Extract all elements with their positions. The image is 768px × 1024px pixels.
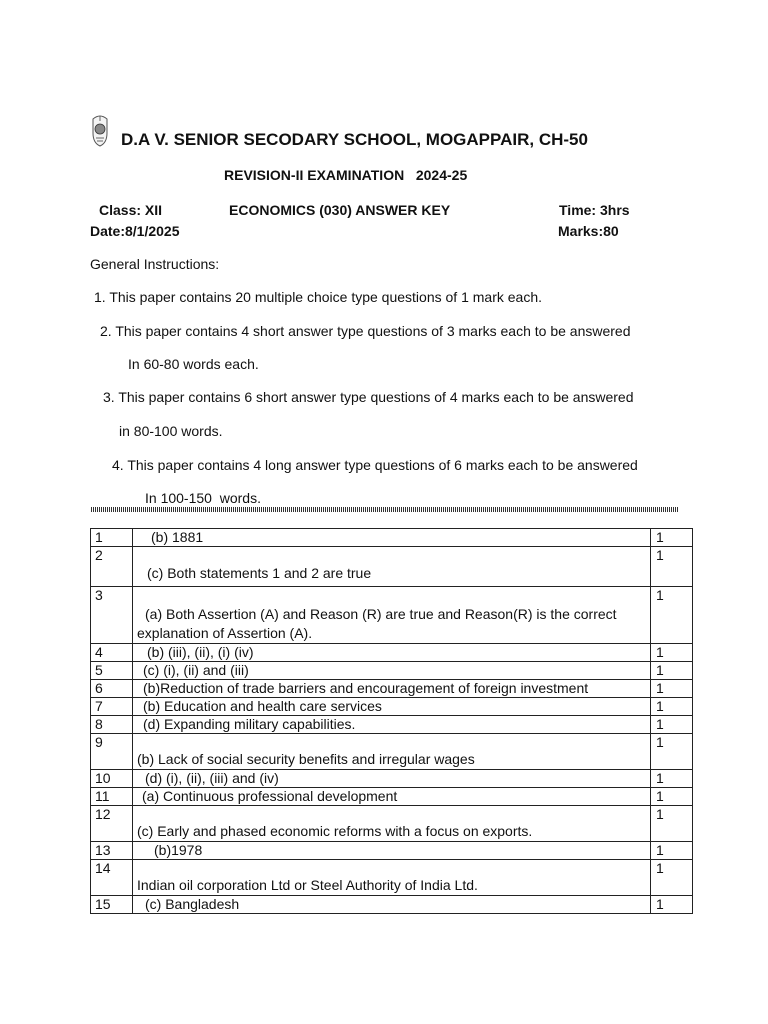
instruction-item: In 60-80 words each. xyxy=(128,356,259,372)
answer-text: (c) Both statements 1 and 2 are true xyxy=(147,565,372,581)
instruction-item: 3. This paper contains 6 short answer type questions of 4 marks each to be answered xyxy=(103,389,634,405)
answer-text: Indian oil corporation Ltd or Steel Authority of India Ltd. xyxy=(137,877,478,893)
marks-label: Marks:80 xyxy=(558,223,619,239)
answer-marks: 1 xyxy=(651,770,693,788)
answer-text: (b)1978 xyxy=(154,842,203,858)
question-number: 6 xyxy=(91,680,133,698)
question-number: 15 xyxy=(91,896,133,914)
answer-marks: 1 xyxy=(651,529,693,547)
answer-text: (c) Bangladesh xyxy=(145,896,240,912)
answer-marks: 1 xyxy=(651,788,693,806)
table-row xyxy=(91,788,693,806)
table-row xyxy=(91,896,693,914)
table-row xyxy=(91,806,693,842)
answer-marks: 1 xyxy=(651,734,693,770)
answer-text: (d) Expanding military capabilities. xyxy=(143,716,356,732)
table-row xyxy=(91,734,693,770)
school-name: D.A V. SENIOR SECODARY SCHOOL, MOGAPPAIR, CH-50 xyxy=(121,130,588,149)
question-number: 14 xyxy=(91,860,133,896)
instruction-item: 1. This paper contains 20 multiple choice type questions of 1 mark each. xyxy=(94,289,542,305)
answer-marks: 1 xyxy=(651,806,693,842)
table-row xyxy=(91,770,693,788)
question-number: 4 xyxy=(91,644,133,662)
question-number: 9 xyxy=(91,734,133,770)
question-number: 11 xyxy=(91,788,133,806)
answer-marks: 1 xyxy=(651,896,693,914)
table-row xyxy=(91,547,693,587)
question-number: 13 xyxy=(91,842,133,860)
subject-label: ECONOMICS (030) ANSWER KEY xyxy=(229,202,451,218)
table-row xyxy=(91,680,693,698)
date-label: Date:8/1/2025 xyxy=(90,223,180,239)
answer-text: (d) (i), (ii), (iii) and (iv) xyxy=(145,770,279,786)
answer-marks: 1 xyxy=(651,644,693,662)
answer-marks: 1 xyxy=(651,680,693,698)
answer-text: (b)Reduction of trade barriers and encouragement of foreign investment xyxy=(143,680,589,696)
answer-marks: 1 xyxy=(651,662,693,680)
answer-marks: 1 xyxy=(651,860,693,896)
instruction-item: in 80-100 words. xyxy=(119,423,223,439)
table-row xyxy=(91,587,693,644)
table-row xyxy=(91,842,693,860)
question-number: 8 xyxy=(91,716,133,734)
table-row xyxy=(91,716,693,734)
question-number: 7 xyxy=(91,698,133,716)
question-number: 5 xyxy=(91,662,133,680)
answer-text: (b) 1881 xyxy=(151,529,204,545)
answer-marks: 1 xyxy=(651,842,693,860)
instruction-item: In 100-150 words. xyxy=(145,490,261,506)
question-number: 12 xyxy=(91,806,133,842)
answer-text: (a) Continuous professional development xyxy=(142,788,398,804)
question-number: 1 xyxy=(91,529,133,547)
answer-marks: 1 xyxy=(651,587,693,644)
answer-text: (b) (iii), (ii), (i) (iv) xyxy=(147,644,254,660)
class-label: Class: XII xyxy=(99,202,163,218)
school-crest-icon xyxy=(90,113,110,147)
time-label: Time: 3hrs xyxy=(559,202,630,218)
section-divider xyxy=(91,507,678,512)
instruction-item: 2. This paper contains 4 short answer type questions of 3 marks each to be answered xyxy=(100,323,631,339)
answer-text: (a) Both Assertion (A) and Reason (R) are true and Reason(R) is the correct explanation of Assertion (A). xyxy=(137,606,617,641)
table-row xyxy=(91,698,693,716)
answer-text: (b) Lack of social security benefits and irregular wages xyxy=(137,751,475,767)
answer-text: (b) Education and health care services xyxy=(143,698,382,714)
table-row xyxy=(91,662,693,680)
answer-marks: 1 xyxy=(651,698,693,716)
question-number: 2 xyxy=(91,547,133,587)
instructions-heading: General Instructions: xyxy=(90,256,220,272)
table-row xyxy=(91,529,693,547)
table-row xyxy=(91,644,693,662)
answer-text: (c) (i), (ii) and (iii) xyxy=(143,662,249,678)
answer-marks: 1 xyxy=(651,547,693,587)
exam-title: REVISION-II EXAMINATION 2024-25 xyxy=(224,167,468,183)
answer-key-table xyxy=(90,528,693,914)
answer-text: (c) Early and phased economic reforms with a focus on exports. xyxy=(137,823,533,839)
table-row xyxy=(91,860,693,896)
instruction-item: 4. This paper contains 4 long answer type questions of 6 marks each to be answered xyxy=(112,457,638,473)
question-number: 10 xyxy=(91,770,133,788)
answer-marks: 1 xyxy=(651,716,693,734)
question-number: 3 xyxy=(91,587,133,644)
